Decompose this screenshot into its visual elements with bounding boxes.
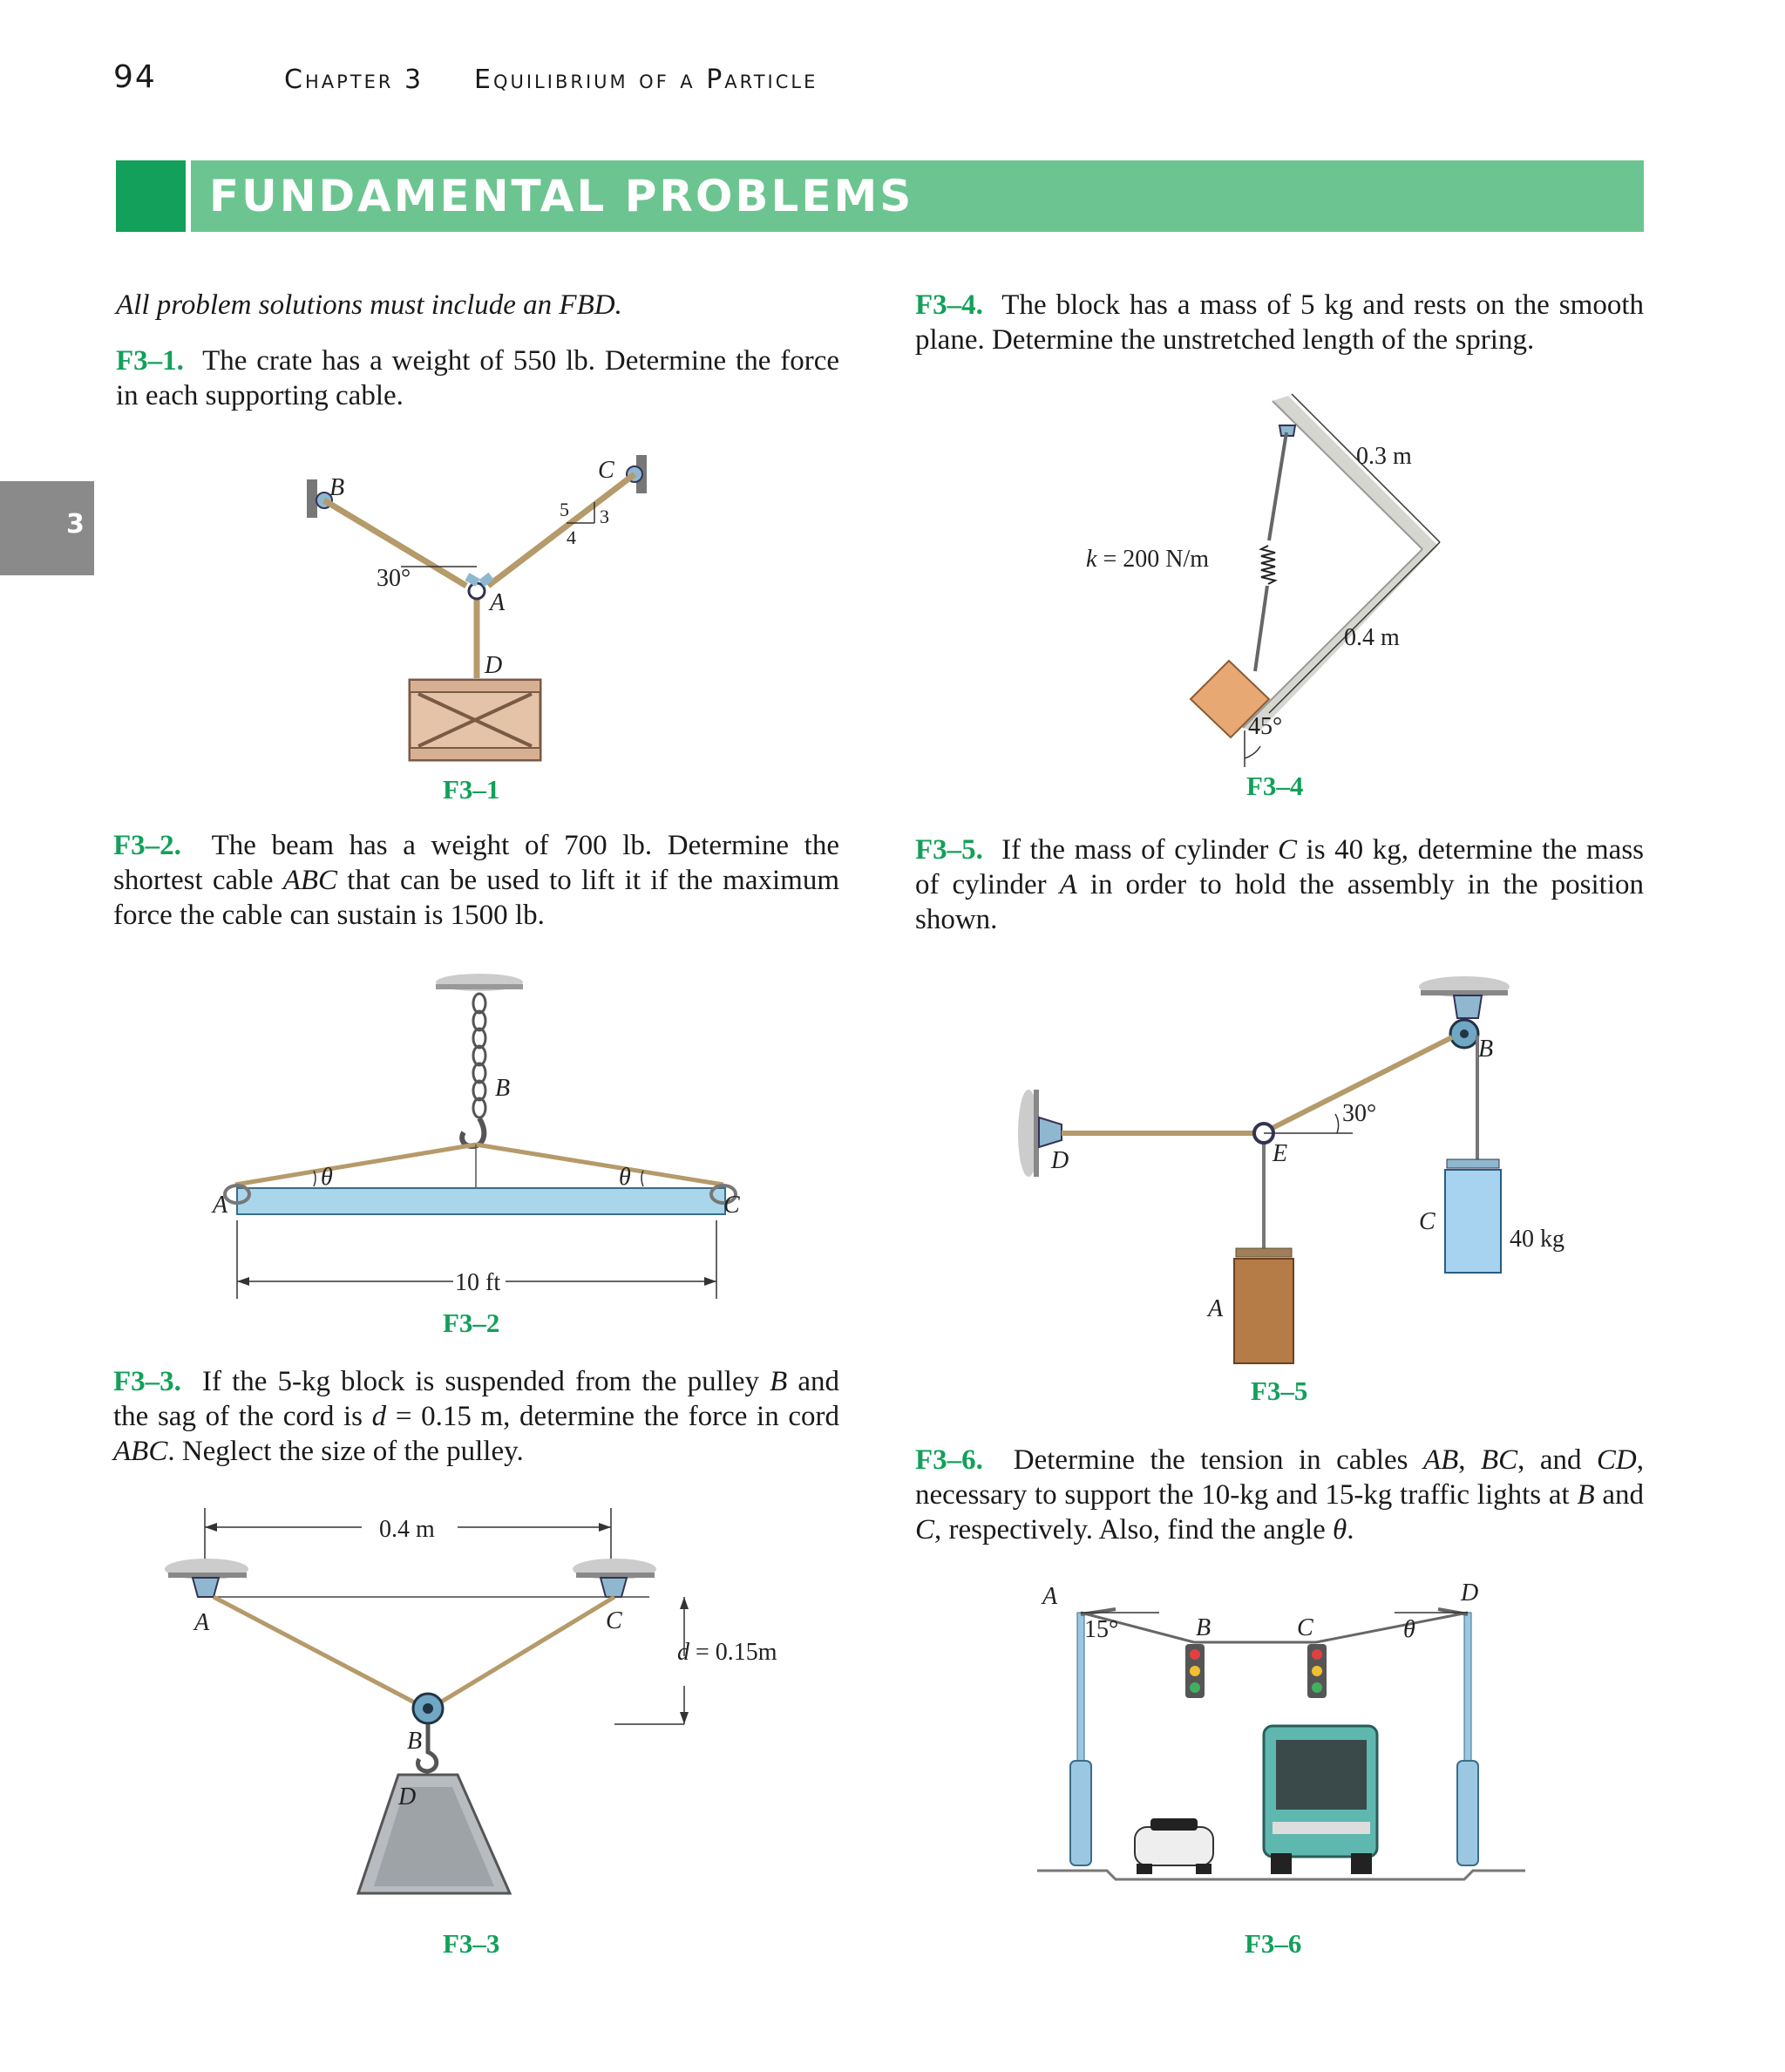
label-c: C <box>606 1607 622 1634</box>
problem-text-var: AB <box>1422 1444 1459 1476</box>
page-number: 94 <box>113 59 157 95</box>
figure-label-f3-6: F3–6 <box>1245 1928 1302 1959</box>
problem-text: If the 5-kg block is suspended from the pulley <box>202 1366 770 1397</box>
label-angle: 15° <box>1084 1616 1119 1643</box>
problem-text: = 0.15 m, determine the force in cord <box>386 1401 839 1432</box>
problem-number: F3–3. <box>113 1366 181 1397</box>
label-angle: 30° <box>377 565 411 592</box>
figure-f3-4 <box>1086 384 1482 750</box>
problem-text-var: A <box>1059 869 1077 900</box>
problem-f3-6 <box>915 1443 1644 1547</box>
label-b: B <box>407 1728 423 1755</box>
figure-f3-3 <box>161 1499 806 1909</box>
problem-f3-5 <box>915 832 1644 937</box>
label-length-04: 0.4 m <box>1344 624 1400 651</box>
problem-text-var: B <box>770 1366 788 1397</box>
problem-text: If the mass of cylinder <box>1001 834 1278 866</box>
figure-label-f3-1: F3–1 <box>443 774 500 805</box>
problem-text-var: ABC <box>113 1436 168 1467</box>
label-c: C <box>1419 1208 1435 1235</box>
problem-f3-1 <box>116 343 839 413</box>
problem-number: F3–6. <box>915 1444 983 1476</box>
figure-f3-6 <box>1028 1579 1534 1892</box>
label-d: D <box>1461 1579 1479 1607</box>
label-b: B <box>1196 1614 1211 1641</box>
label-c: C <box>1297 1614 1313 1641</box>
label-k: k = 200 N/m <box>1086 546 1210 573</box>
problem-text-var: BC <box>1480 1444 1518 1476</box>
problem-f3-2 <box>113 828 839 933</box>
problem-text-var: d <box>371 1401 387 1432</box>
chapter-tab-number: 3 <box>66 509 85 540</box>
problem-text: . Neglect the size of the pulley. <box>167 1436 524 1467</box>
label-width: 0.4 m <box>379 1516 435 1543</box>
problem-text: The beam has a weight of 700 lb. Determine the shortest cable <box>113 830 839 896</box>
problem-text: The crate has a weight of 550 lb. Determine the force in each supporting cable. <box>116 345 840 411</box>
problem-text: Determine the tension in cables <box>1013 1444 1423 1476</box>
label-a: A <box>194 1609 210 1636</box>
label-theta-right: θ <box>619 1164 631 1191</box>
label-a: A <box>213 1192 228 1219</box>
problem-text: is 40 kg, determine the mass of cylinder <box>915 834 1645 900</box>
figure-f3-2 <box>200 963 758 1312</box>
label-length-03: 0.3 m <box>1356 443 1412 470</box>
problem-text-var: C <box>1277 834 1297 866</box>
intro-text: All problem solutions must include an FBD. <box>116 289 622 321</box>
label-a: A <box>1042 1583 1058 1610</box>
problem-text: , necessary to support the 10-kg and 15-kg traffic lights at <box>915 1444 1645 1511</box>
chapter-label: Chapter 3 <box>284 65 424 95</box>
problem-number: F3–4. <box>915 289 983 321</box>
problem-text-var: B <box>1577 1479 1595 1511</box>
problem-text: , <box>1458 1444 1481 1476</box>
label-b: B <box>1478 1036 1494 1063</box>
label-b: B <box>495 1075 511 1102</box>
problem-f3-3 <box>113 1364 839 1469</box>
label-a: A <box>1208 1295 1224 1322</box>
problem-text: The block has a mass of 5 kg and rests on the smooth plane. Determine the unstretched length of the spring. <box>915 289 1644 356</box>
label-c: C <box>723 1192 740 1219</box>
label-mass: 40 kg <box>1510 1226 1564 1253</box>
problem-text: in order to hold the assembly in the position shown. <box>915 869 1645 935</box>
problem-text: . <box>1347 1514 1354 1546</box>
section-title: FUNDAMENTAL PROBLEMS <box>209 171 914 221</box>
problem-f3-4 <box>915 288 1644 357</box>
problem-text-var: θ <box>1333 1514 1347 1546</box>
label-theta-left: θ <box>321 1164 333 1191</box>
problem-text: , respectively. Also, find the angle <box>934 1514 1334 1546</box>
label-slope-4: 4 <box>567 526 576 548</box>
figure-label-f3-2: F3–2 <box>443 1308 500 1338</box>
problem-text: and <box>1594 1479 1644 1511</box>
label-sag-var: d = 0.15m <box>677 1639 777 1666</box>
label-theta: θ <box>1403 1616 1415 1643</box>
label-slope-5: 5 <box>560 499 569 520</box>
label-d: D <box>398 1783 417 1810</box>
label-c: C <box>598 457 614 484</box>
figure-label-f3-5: F3–5 <box>1251 1376 1308 1406</box>
label-b: B <box>329 474 345 501</box>
banner-accent-block <box>116 160 186 232</box>
problem-number: F3–1. <box>116 345 184 377</box>
label-length: 10 ft <box>455 1269 501 1296</box>
label-angle: 45° <box>1248 713 1283 740</box>
problem-text-var: CD <box>1596 1444 1637 1476</box>
label-d: D <box>1051 1147 1069 1174</box>
label-slope-3: 3 <box>600 506 609 527</box>
problem-text: and the sag of the cord is <box>113 1366 839 1432</box>
figure-label-f3-4: F3–4 <box>1246 771 1304 801</box>
figure-f3-1 <box>288 436 689 767</box>
problem-number: F3–2. <box>113 830 181 861</box>
chapter-title: Equilibrium of a Particle <box>474 65 818 95</box>
label-d: D <box>485 652 503 679</box>
problem-text: that can be used to lift it if the maximum force the cable can sustain is 1500 lb. <box>113 865 839 931</box>
problem-text-var: ABC <box>282 865 338 896</box>
banner-gap <box>186 160 191 232</box>
label-e: E <box>1273 1140 1288 1167</box>
figure-label-f3-3: F3–3 <box>443 1928 500 1959</box>
label-a: A <box>490 589 506 616</box>
problem-number: F3–5. <box>915 834 983 866</box>
label-angle: 30° <box>1342 1100 1377 1127</box>
problem-text: , and <box>1517 1444 1597 1476</box>
figure-f3-5 <box>1011 968 1569 1377</box>
problem-text-var: C <box>915 1514 935 1546</box>
